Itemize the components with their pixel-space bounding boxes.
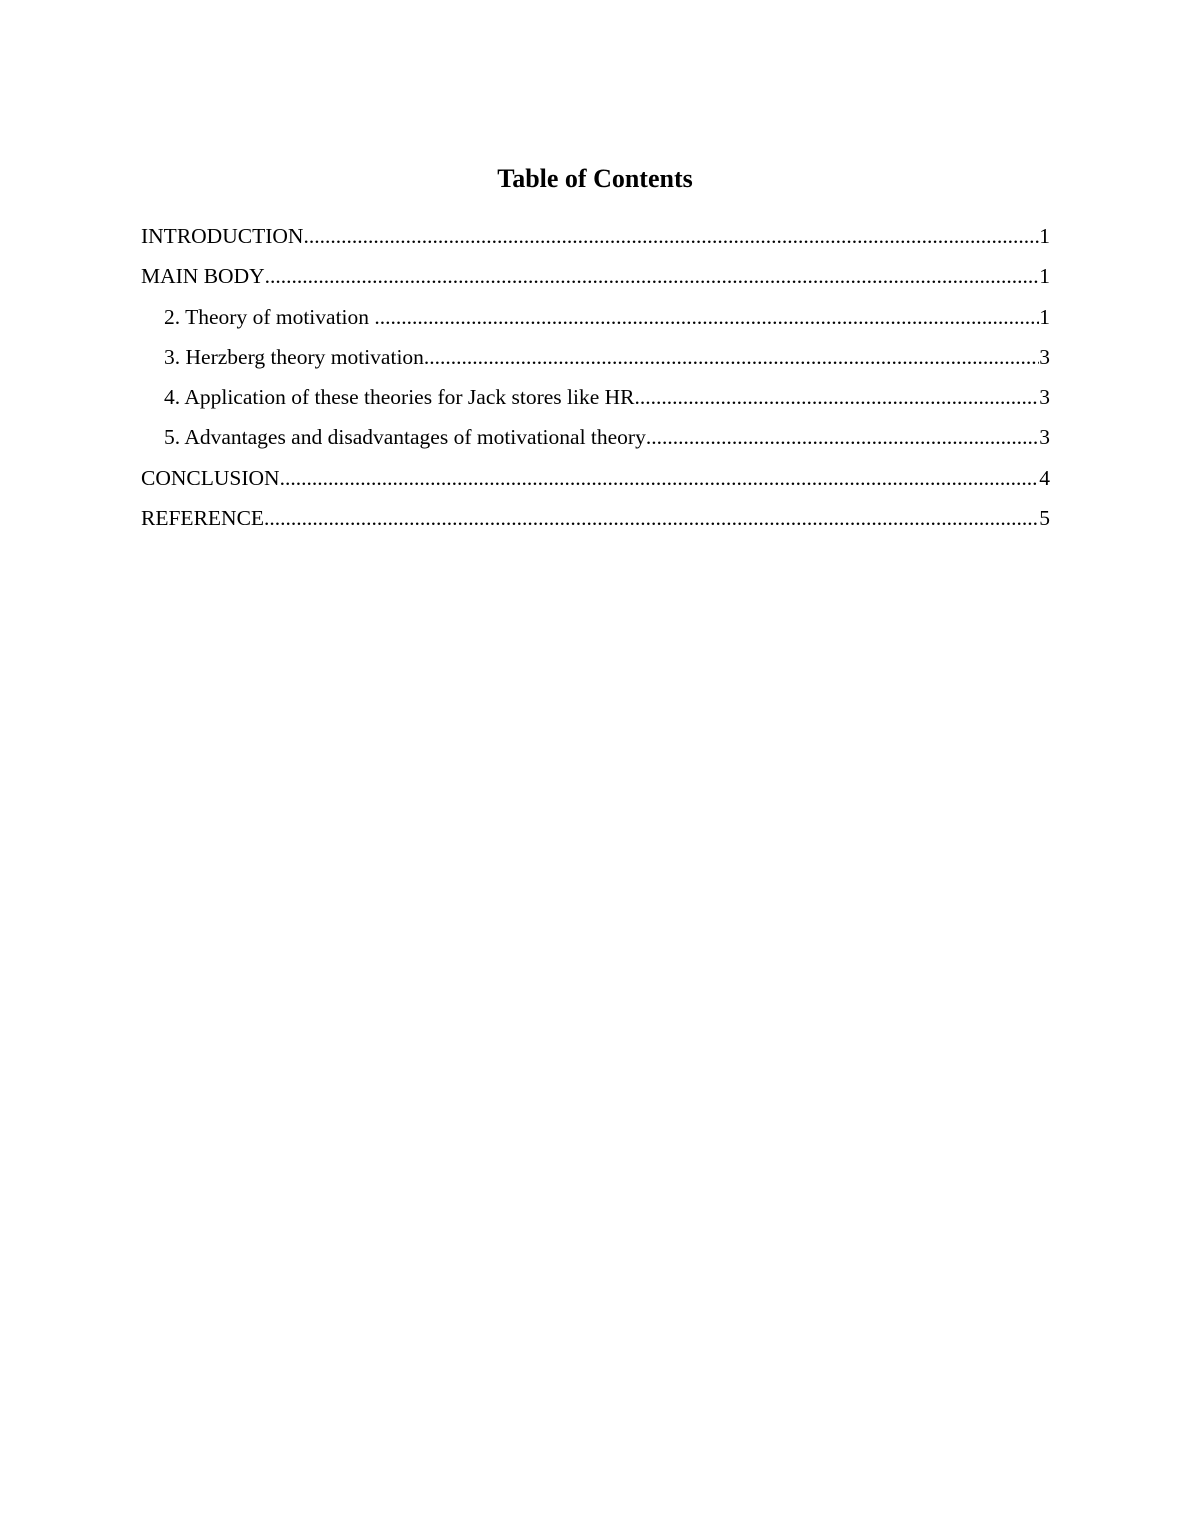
toc-entry-label: 2. Theory of motivation <box>164 304 375 329</box>
toc-entry-theory-of-motivation[interactable] <box>141 301 1050 341</box>
toc-entry-page-number: 3 <box>1039 344 1050 369</box>
toc-dot-leader <box>264 502 1039 534</box>
toc-dot-leader <box>635 381 1040 413</box>
toc-entry-label: 5. Advantages and disadvantages of motivational theory <box>164 425 646 450</box>
toc-entry-page-number: 1 <box>1039 304 1050 329</box>
toc-entry-page-number: 1 <box>1039 264 1050 289</box>
toc-dot-leader <box>265 260 1040 292</box>
toc-entry-introduction[interactable] <box>141 220 1050 260</box>
toc-entry-page-number: 1 <box>1039 224 1050 248</box>
toc-entry-label: INTRODUCTION <box>141 224 304 248</box>
toc-entry-conclusion[interactable] <box>141 462 1050 502</box>
toc-entry-herzberg-theory[interactable] <box>141 341 1050 381</box>
toc-title: Table of Contents <box>497 164 693 193</box>
toc-dot-leader <box>424 341 1039 373</box>
toc-entry-label: 4. Application of these theories for Jack stores like HR <box>164 385 635 410</box>
toc-entry-main-body[interactable] <box>141 260 1050 300</box>
toc-entry-label: MAIN BODY <box>141 264 265 289</box>
toc-entry-label: CONCLUSION <box>141 465 280 490</box>
toc-entry-reference[interactable] <box>141 502 1050 542</box>
toc-dot-leader <box>646 421 1039 453</box>
toc-dot-leader <box>374 301 1039 333</box>
toc-entry-label: REFERENCE <box>141 506 265 531</box>
toc-entry-advantages-disadvantages[interactable] <box>141 421 1050 461</box>
toc-entry-page-number: 4 <box>1039 465 1050 490</box>
toc-entry-page-number: 5 <box>1039 506 1050 531</box>
toc-entry-application-of-theories[interactable] <box>141 381 1050 421</box>
toc-dot-leader <box>280 462 1040 494</box>
toc-entry-label: 3. Herzberg theory motivation <box>164 344 424 369</box>
toc-entry-page-number: 3 <box>1039 425 1050 450</box>
toc-list <box>141 220 1050 542</box>
toc-dot-leader <box>303 220 1039 252</box>
toc-entry-page-number: 3 <box>1039 385 1050 410</box>
